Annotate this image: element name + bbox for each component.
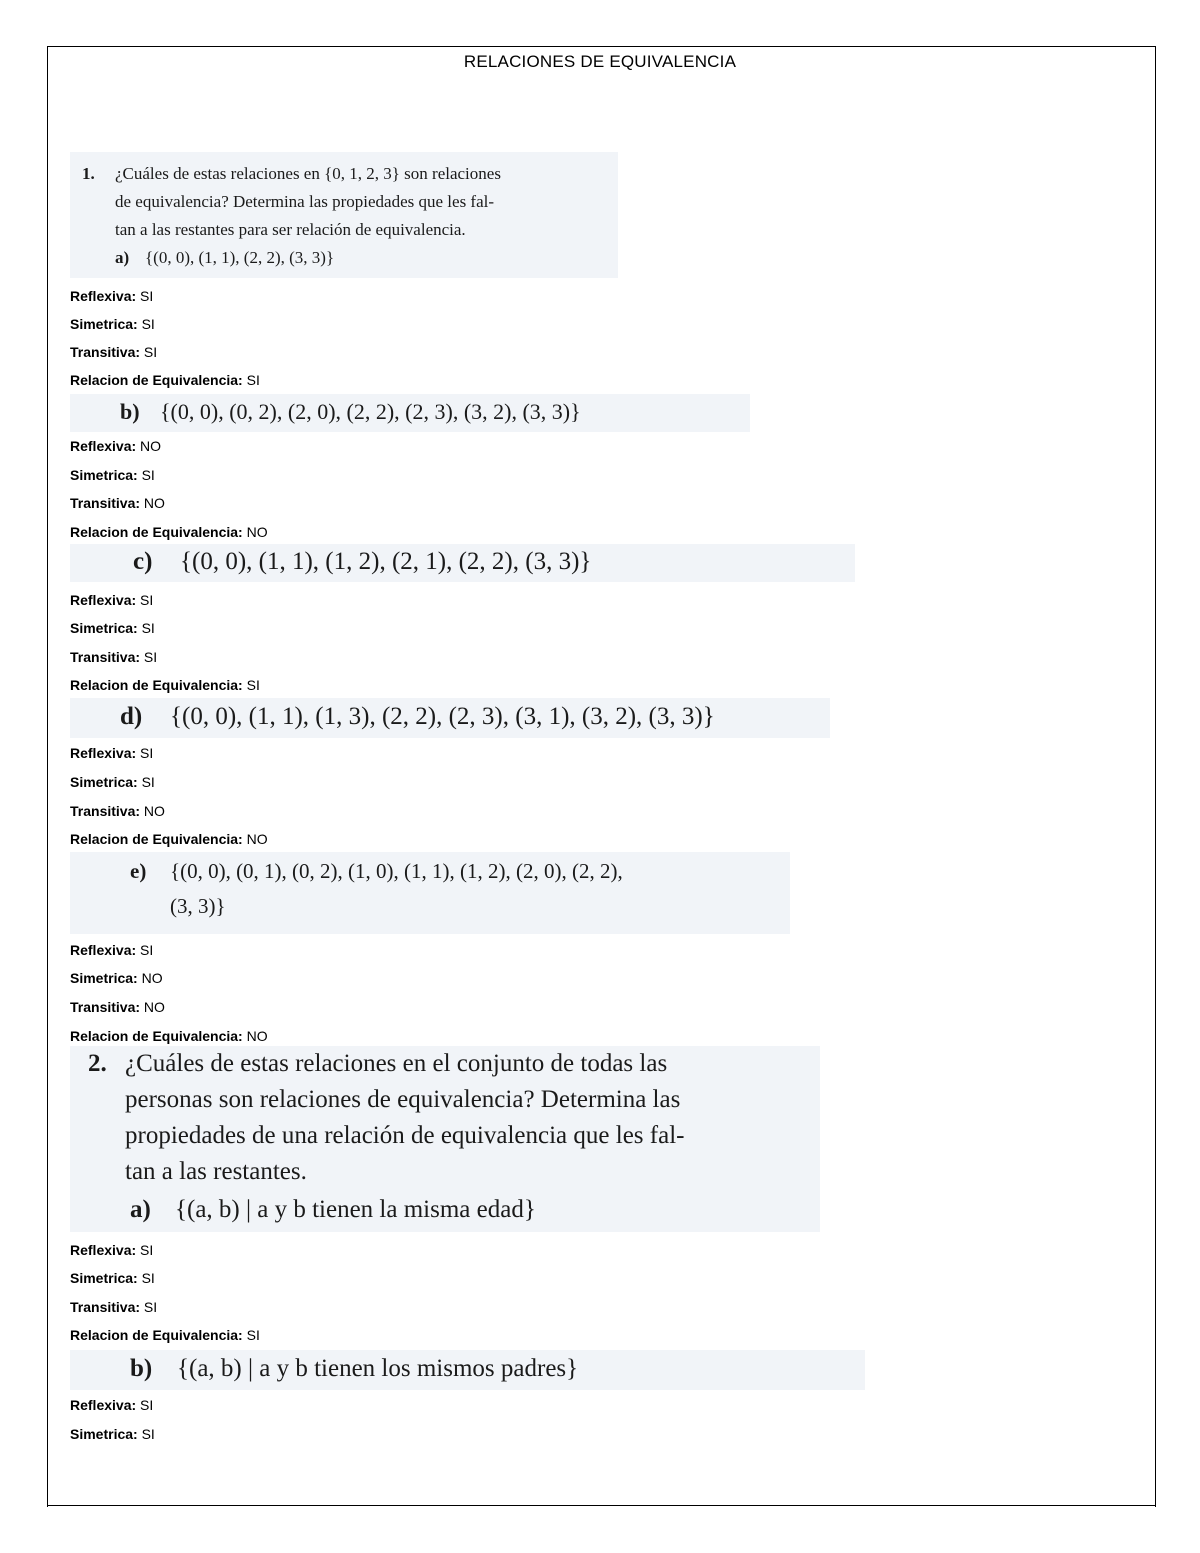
q1a-reflexiva: Reflexiva: SI: [70, 288, 154, 304]
page-title: RELACIONES DE EQUIVALENCIA: [463, 52, 737, 71]
q1-item-a-letter: a): [115, 248, 130, 267]
q1-item-c-letter: c): [133, 548, 153, 575]
q1b-reflexiva: Reflexiva: NO: [70, 438, 162, 454]
q2-line-2: personas son relaciones de equivalencia? Determina las: [125, 1086, 681, 1113]
q2a-transitiva: Transitiva: SI: [70, 1299, 158, 1315]
q1b-transitiva: Transitiva: NO: [70, 495, 165, 511]
bottom-rule: [47, 1505, 1155, 1506]
q1-item-c-set: {(0, 0), (1, 1), (1, 2), (2, 1), (2, 2), (3, 3)}: [180, 548, 592, 575]
q1c-equivalencia: Relacion de Equivalencia: SI: [70, 677, 260, 693]
q2a-simetrica: Simetrica: SI: [70, 1270, 155, 1286]
q1-number: 1.: [82, 164, 95, 183]
q1-item-e-set-cont: (3, 3)}: [170, 894, 226, 918]
q2b-simetrica: Simetrica: SI: [70, 1426, 155, 1442]
q1-line-1: ¿Cuáles de estas relaciones en {0, 1, 2, 3} son relaciones: [115, 164, 501, 183]
q1-item-e-image: [70, 852, 790, 934]
q1-item-b-image: [70, 394, 750, 432]
q1a-equivalencia: Relacion de Equivalencia: SI: [70, 372, 260, 388]
q1d-equivalencia: Relacion de Equivalencia: NO: [70, 831, 268, 847]
q1a-simetrica: Simetrica: SI: [70, 316, 155, 332]
q2b-reflexiva: Reflexiva: SI: [70, 1397, 154, 1413]
q2-item-b-letter: b): [130, 1355, 153, 1382]
q1c-transitiva: Transitiva: SI: [70, 649, 158, 665]
q2-number: 2.: [88, 1050, 107, 1077]
q2-item-a-letter: a): [130, 1196, 151, 1223]
q1b-equivalencia: Relacion de Equivalencia: NO: [70, 524, 268, 540]
q1e-reflexiva: Reflexiva: SI: [70, 942, 154, 958]
q1c-simetrica: Simetrica: SI: [70, 620, 155, 636]
q1-item-b-set: {(0, 0), (0, 2), (2, 0), (2, 2), (2, 3), (3, 2), (3, 3)}: [160, 399, 581, 424]
q2a-reflexiva: Reflexiva: SI: [70, 1242, 154, 1258]
q2-line-1: ¿Cuáles de estas relaciones en el conjunto de todas las: [125, 1050, 668, 1077]
q1d-reflexiva: Reflexiva: SI: [70, 745, 154, 761]
q1-line-2: de equivalencia? Determina las propiedades que les fal-: [115, 192, 495, 211]
q1d-simetrica: Simetrica: SI: [70, 774, 155, 790]
q1-item-d-image: [70, 698, 830, 738]
q2-line-4: tan a las restantes.: [125, 1158, 307, 1185]
q1e-equivalencia: Relacion de Equivalencia: NO: [70, 1028, 268, 1044]
q1-item-a-set: {(0, 0), (1, 1), (2, 2), (3, 3)}: [145, 248, 335, 267]
q1c-reflexiva: Reflexiva: SI: [70, 592, 154, 608]
q1-item-e-letter: e): [130, 859, 147, 883]
q2a-equivalencia: Relacion de Equivalencia: SI: [70, 1327, 260, 1343]
q1b-simetrica: Simetrica: SI: [70, 467, 155, 483]
q2-item-a-set: {(a, b) | a y b tienen la misma edad}: [175, 1196, 536, 1223]
q2-statement-image: [70, 1046, 820, 1232]
q2-item-b-image: [70, 1350, 865, 1390]
q1-item-d-set: {(0, 0), (1, 1), (1, 3), (2, 2), (2, 3), (3, 1), (3, 2), (3, 3)}: [170, 703, 715, 730]
q1-line-3: tan a las restantes para ser relación de equivalencia.: [115, 220, 466, 239]
q1-item-e-set: {(0, 0), (0, 1), (0, 2), (1, 0), (1, 1), (1, 2), (2, 0), (2, 2),: [170, 859, 623, 883]
q2-line-3: propiedades de una relación de equivalencia que les fal-: [125, 1122, 685, 1149]
q1-statement-image: [70, 152, 618, 278]
q1-item-b-letter: b): [120, 399, 140, 424]
q1a-transitiva: Transitiva: SI: [70, 344, 158, 360]
q1-item-c-image: [70, 544, 855, 582]
q1d-transitiva: Transitiva: NO: [70, 803, 165, 819]
q1e-simetrica: Simetrica: NO: [70, 970, 163, 986]
q1e-transitiva: Transitiva: NO: [70, 999, 165, 1015]
q2-item-b-set: {(a, b) | a y b tienen los mismos padres}: [177, 1355, 579, 1382]
q1-item-d-letter: d): [120, 703, 143, 730]
